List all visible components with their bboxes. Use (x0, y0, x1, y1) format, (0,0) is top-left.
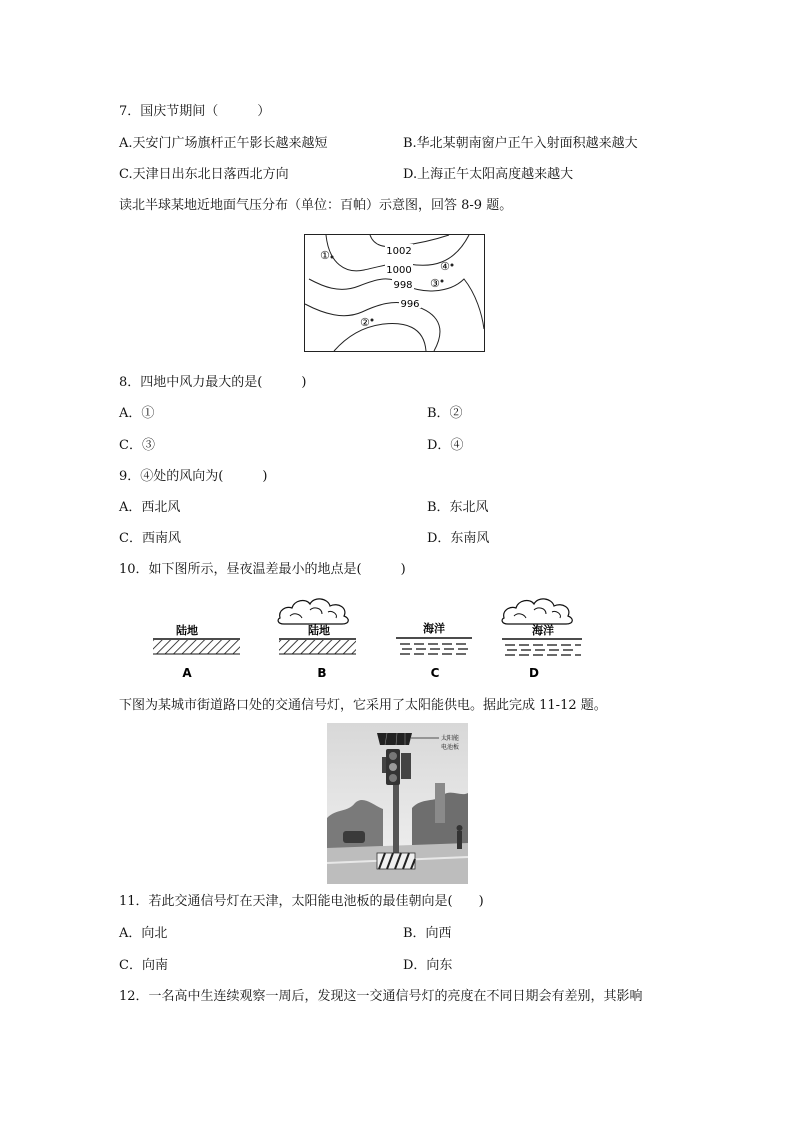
point-1-label: ① (320, 249, 330, 262)
isobar-map (304, 234, 485, 352)
q9-option-a: A．西北风 (119, 500, 181, 515)
panel-d-surface: 海洋 (532, 624, 554, 637)
q11-stem: 11．若此交通信号灯在天津，太阳能电池板的最佳朝向是( ) (119, 894, 484, 909)
traffic-light-photo (327, 723, 468, 884)
panel-b-cloud (278, 599, 348, 624)
photo-label-line2: 电池板 (441, 744, 460, 751)
day-night-panels (150, 592, 590, 682)
q11-option-a: A．向北 (119, 926, 168, 941)
q7-option-b: B.华北某朝南窗户正午入射面积越来越大 (403, 136, 638, 151)
panel-d-letter: D (529, 666, 539, 680)
q9-option-d: D．东南风 (427, 531, 490, 546)
panel-c-letter: C (430, 666, 440, 680)
q8-option-d: D．④ (427, 438, 464, 453)
intro-8-9: 读北半球某地近地面气压分布（单位：百帕）示意图，回答 8-9 题。 (119, 198, 513, 213)
panel-b-letter: B (317, 666, 327, 680)
q8-option-b: B．② (427, 406, 463, 421)
point-2-label: ② (360, 316, 370, 329)
isobar-label-998: 998 (393, 280, 413, 291)
q11-option-c: C．向南 (119, 958, 168, 973)
q9-option-c: C．西南风 (119, 531, 181, 546)
panel-a-surface: 陆地 (176, 624, 198, 637)
panel-a-letter: A (182, 666, 192, 680)
q8-option-a: A．① (119, 406, 155, 421)
point-3-label: ③ (430, 277, 440, 290)
intro-11-12: 下图为某城市街道路口处的交通信号灯，它采用了太阳能供电。据此完成 11-12 题。 (119, 698, 607, 713)
panel-c-surface: 海洋 (423, 622, 445, 635)
q9-stem: 9．④处的风向为( ) (119, 469, 268, 484)
panel-b-surface: 陆地 (308, 624, 330, 637)
q7-option-a: A.天安门广场旗杆正午影长越来越短 (119, 136, 328, 151)
panel-d-cloud (502, 599, 572, 624)
point-4-label: ④ (440, 260, 450, 273)
q7-option-d: D.上海正午太阳高度越来越大 (403, 167, 574, 182)
q11-option-d: D．向东 (403, 958, 453, 973)
q8-option-c: C．③ (119, 438, 155, 453)
q8-stem: 8．四地中风力最大的是( ) (119, 375, 307, 390)
isobar-label-1000: 1000 (386, 265, 412, 276)
q7-stem: 7．国庆节期间（ ） (119, 104, 271, 119)
isobar-label-1002: 1002 (386, 246, 412, 257)
q11-option-b: B．向西 (403, 926, 452, 941)
photo-label-line1: 太阳能 (441, 735, 460, 742)
q10-stem: 10．如下图所示，昼夜温差最小的地点是( ) (119, 562, 406, 577)
q9-option-b: B．东北风 (427, 500, 489, 515)
q12-stem: 12．一名高中生连续观察一周后，发现这一交通信号灯的亮度在不同日期会有差别，其影响 (119, 989, 643, 1004)
q7-option-c: C.天津日出东北日落西北方向 (119, 167, 289, 182)
isobar-label-996: 996 (400, 299, 420, 310)
